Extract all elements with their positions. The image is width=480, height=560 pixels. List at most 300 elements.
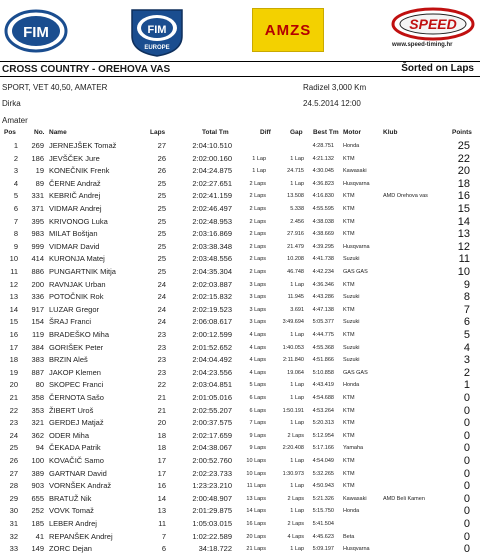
cell-points: 5 <box>463 329 470 341</box>
cell-laps: 7 <box>161 531 166 541</box>
table-row <box>0 165 480 177</box>
cell-best: 4:36.346 <box>312 281 334 288</box>
cell-name: LEBER Andrej <box>49 519 97 528</box>
cell-gap: 1 Lap <box>290 281 304 288</box>
cell-motor: KTM <box>343 193 355 200</box>
cell-motor: Beta <box>343 533 355 540</box>
cell-laps: 21 <box>157 405 166 415</box>
dirka-label: Dirka <box>2 99 21 108</box>
cell-laps: 25 <box>157 216 166 226</box>
cell-pos: 33 <box>9 544 18 554</box>
cell-total: 2:00:48.907 <box>192 493 232 503</box>
cell-motor: KTM <box>343 155 355 162</box>
cell-gap: 2 Laps <box>287 495 304 502</box>
cell-points: 4 <box>463 341 470 354</box>
cell-total: 2:00:37.575 <box>192 418 232 428</box>
cell-name: VOVK Tomaž <box>49 506 94 516</box>
cell-name: LUZAR Gregor <box>49 304 100 314</box>
cell-laps: 25 <box>157 254 166 264</box>
cell-laps: 17 <box>157 456 166 465</box>
cell-diff: 3 Laps <box>249 281 266 288</box>
cell-laps: 25 <box>157 241 166 251</box>
cell-pos: 1 <box>13 141 18 150</box>
cell-gap: 2:11.840 <box>282 357 304 364</box>
cell-points: 20 <box>457 165 470 178</box>
cell-no: 269 <box>31 141 44 150</box>
cell-no: 917 <box>31 304 44 314</box>
cell-name: ČERNOTA Sašo <box>49 393 104 402</box>
cell-pos: 26 <box>9 456 18 465</box>
cell-gap: 46.748 <box>287 269 304 275</box>
cell-best: 4:54.688 <box>312 395 334 401</box>
table-row <box>0 329 480 341</box>
cell-pos: 32 <box>9 531 18 541</box>
cell-best: 4:43.286 <box>312 294 334 301</box>
cell-diff: 1 Lap <box>252 168 266 175</box>
fim-europe-logo <box>124 6 190 58</box>
cell-motor: KTM <box>343 407 355 414</box>
cell-diff: 3 Laps <box>249 294 266 301</box>
cell-gap: 4 Laps <box>287 533 304 540</box>
col-points: Points <box>452 129 472 136</box>
table-row <box>0 392 480 404</box>
cell-name: BRZIN Aleš <box>49 355 88 365</box>
cell-points: 0 <box>463 455 470 467</box>
cell-name: ZORC Dejan <box>49 544 92 554</box>
cell-laps: 23 <box>157 367 166 377</box>
cell-pos: 17 <box>9 342 18 352</box>
cell-points: 0 <box>463 392 470 404</box>
cell-diff: 9 Laps <box>249 445 266 452</box>
sort-label: Šorted on Laps <box>401 63 474 74</box>
cell-best: 4:42.234 <box>312 269 334 275</box>
cell-points: 10 <box>457 266 470 278</box>
cell-total: 2:03:38.348 <box>192 241 232 251</box>
cell-gap: 27.916 <box>287 231 304 238</box>
table-row <box>0 379 480 391</box>
cell-name: BRADEŠKO Miha <box>49 330 110 339</box>
cell-motor: KTM <box>343 218 355 225</box>
cell-points: 0 <box>463 429 470 442</box>
cell-points: 22 <box>457 152 470 165</box>
cell-laps: 20 <box>157 418 166 428</box>
cell-no: 331 <box>31 191 44 201</box>
cell-best: 4:21.132 <box>312 155 334 162</box>
cell-points: 0 <box>463 505 470 518</box>
page-title: CROSS COUNTRY - OREHOVA VAS <box>2 64 171 75</box>
cell-name: VORNŠEK Andraž <box>49 481 112 491</box>
col-name: Name <box>49 129 67 136</box>
cell-best: 5:12.954 <box>312 432 334 439</box>
cell-gap: 1 Lap <box>290 483 304 490</box>
cell-laps: 25 <box>157 204 166 213</box>
cell-pos: 21 <box>9 393 18 402</box>
cell-diff: 2 Laps <box>249 180 266 187</box>
cell-gap: 1 Lap <box>290 458 304 464</box>
cell-motor: Honda <box>343 382 360 389</box>
cell-gap: 1 Lap <box>290 546 304 553</box>
cell-motor: KTM <box>343 332 355 338</box>
cell-motor: Suzuki <box>343 357 360 364</box>
cell-name: SKOPEC Franci <box>49 380 104 390</box>
cell-laps: 23 <box>157 342 166 352</box>
cell-pos: 16 <box>9 330 18 339</box>
cell-total: 2:04:35.304 <box>192 267 232 276</box>
table-row <box>0 518 480 530</box>
cell-motor: KTM <box>343 281 355 288</box>
cell-diff: 4 Laps <box>249 357 266 364</box>
cell-no: 903 <box>31 481 44 491</box>
cell-no: 336 <box>31 292 44 302</box>
cell-motor: Honda <box>343 143 360 149</box>
cell-gap: 3:49.694 <box>282 319 304 326</box>
cell-no: 353 <box>31 405 44 415</box>
cell-laps: 27 <box>157 141 166 150</box>
cell-best: 4:16.830 <box>312 193 334 200</box>
table-row <box>0 543 480 555</box>
cell-gap: 2 Laps <box>287 432 304 439</box>
cell-total: 2:03:04.851 <box>192 380 232 390</box>
cell-total: 2:02:46.497 <box>192 204 232 213</box>
cell-pos: 8 <box>13 229 18 239</box>
cell-best: 4:43.419 <box>312 382 334 389</box>
cell-laps: 17 <box>157 468 166 478</box>
fim-logo-text: FIM <box>23 24 49 41</box>
cell-no: 100 <box>31 456 44 465</box>
cell-total: 2:03:48.556 <box>192 254 232 264</box>
cell-name: JEVŠČEK Jure <box>49 153 100 163</box>
cell-no: 655 <box>31 493 44 503</box>
fim-europe-subtext: EUROPE <box>144 45 170 51</box>
cell-pos: 15 <box>9 317 18 327</box>
cell-name: MILAT Boštjan <box>49 229 98 239</box>
cell-no: 371 <box>31 204 44 213</box>
cell-total: 2:01:05.016 <box>192 393 232 402</box>
table-row <box>0 216 480 228</box>
cell-motor: GAS GAS <box>343 269 368 275</box>
logo-bar <box>0 0 480 62</box>
cell-total: 2:02:17.659 <box>192 430 232 440</box>
cell-pos: 7 <box>13 216 18 226</box>
cell-gap: 13.508 <box>287 193 304 200</box>
table-row <box>0 190 480 202</box>
cell-total: 2:02:27.651 <box>192 178 232 188</box>
amzs-logo-text: AMZS <box>264 22 312 39</box>
cell-diff: 10 Laps <box>246 470 266 477</box>
cell-total: 2:03:16.869 <box>192 229 232 239</box>
cell-gap: 1 Lap <box>290 395 304 401</box>
cell-no: 886 <box>31 267 44 276</box>
cell-points: 0 <box>463 492 470 505</box>
cell-name: VIDMAR Andrej <box>49 204 102 213</box>
cell-best: 4:28.751 <box>312 143 334 149</box>
cell-name: KEBRIČ Andrej <box>49 191 101 201</box>
cell-total: 2:06:08.617 <box>192 317 232 327</box>
category-label: Amater <box>2 116 28 125</box>
cell-pos: 28 <box>9 481 18 491</box>
cell-gap: 1 Lap <box>290 420 304 427</box>
cell-laps: 22 <box>157 380 166 390</box>
cell-laps: 25 <box>157 178 166 188</box>
cell-no: 252 <box>31 506 44 516</box>
cell-points: 1 <box>463 379 470 392</box>
header-divider-top <box>0 61 480 62</box>
cell-diff: 2 Laps <box>249 243 266 250</box>
cell-pos: 13 <box>9 292 18 302</box>
table-row <box>0 493 480 505</box>
cell-total: 2:02:00.160 <box>192 153 232 163</box>
cell-best: 5:05.377 <box>312 319 334 326</box>
cell-total: 2:02:03.887 <box>192 279 232 289</box>
cell-pos: 27 <box>9 468 18 478</box>
cell-laps: 11 <box>158 519 166 528</box>
cell-name: BRATUŽ Nik <box>49 493 92 503</box>
cell-diff: 4 Laps <box>249 332 266 338</box>
cell-gap: 2:20.408 <box>282 445 304 452</box>
cell-diff: 4 Laps <box>249 344 266 351</box>
cell-laps: 24 <box>157 304 166 314</box>
cell-diff: 9 Laps <box>249 432 266 439</box>
cell-points: 15 <box>457 203 470 215</box>
cell-total: 2:02:41.159 <box>192 191 232 201</box>
cell-total: 1:23:23.210 <box>192 481 232 491</box>
cell-no: 41 <box>35 531 44 541</box>
cell-pos: 14 <box>9 304 18 314</box>
cell-pos: 2 <box>13 153 18 163</box>
cell-best: 4:30.045 <box>312 168 334 175</box>
cell-gap: 1 Lap <box>290 180 304 187</box>
cell-diff: 3 Laps <box>249 306 266 313</box>
cell-pos: 20 <box>9 380 18 390</box>
cell-total: 2:02:55.207 <box>192 405 232 415</box>
cell-best: 4:55.595 <box>312 206 334 212</box>
cell-gap: 1:30.973 <box>282 470 304 477</box>
cell-name: KURONJA Matej <box>49 254 105 264</box>
cell-motor: GAS GAS <box>343 369 368 376</box>
cell-laps: 25 <box>157 267 166 276</box>
cell-best: 4:45.623 <box>312 533 334 540</box>
cell-motor: KTM <box>343 395 355 401</box>
cell-best: 4:47.138 <box>312 306 334 313</box>
cell-pos: 22 <box>9 405 18 415</box>
cell-diff: 6 Laps <box>249 395 266 401</box>
cell-name: POTOČNIK Rok <box>49 292 104 302</box>
cell-diff: 11 Laps <box>246 483 266 490</box>
cell-points: 0 <box>463 404 470 417</box>
cell-best: 5:32.265 <box>312 470 334 477</box>
table-row <box>0 253 480 265</box>
cell-name: GORIŠEK Peter <box>49 342 104 352</box>
col-motor: Motor <box>343 129 362 136</box>
cell-gap: 3.691 <box>290 306 304 313</box>
cell-pos: 24 <box>9 430 18 440</box>
cell-no: 414 <box>31 254 44 264</box>
cell-diff: 6 Laps <box>249 407 266 414</box>
cell-diff: 2 Laps <box>249 193 266 200</box>
cell-pos: 3 <box>13 166 18 176</box>
cell-points: 7 <box>463 303 470 316</box>
cell-pos: 30 <box>9 506 18 516</box>
cell-diff: 2 Laps <box>249 256 266 263</box>
cell-pos: 12 <box>9 279 18 289</box>
cell-name: KONEČNIK Frenk <box>49 166 110 176</box>
cell-total: 2:00:12.599 <box>192 330 232 339</box>
cell-gap: 24.715 <box>287 168 304 175</box>
cell-motor: Yamaha <box>343 445 364 452</box>
cell-pos: 29 <box>9 493 18 503</box>
cell-no: 149 <box>31 544 44 554</box>
cell-no: 389 <box>31 468 44 478</box>
cell-points: 11 <box>458 253 470 266</box>
distance-label: Radizel 3,000 Km <box>303 83 367 92</box>
col-gap: Gap <box>290 129 303 136</box>
cell-laps: 25 <box>157 191 166 201</box>
table-row <box>0 468 480 480</box>
cell-points: 0 <box>463 467 470 480</box>
cell-laps: 18 <box>157 430 166 440</box>
cell-gap: 1 Lap <box>290 382 304 389</box>
speed-url: www.speed-timing.hr <box>392 42 453 48</box>
cell-total: 2:01:29.875 <box>192 506 232 516</box>
cell-diff: 4 Laps <box>249 369 266 376</box>
cell-laps: 26 <box>157 166 166 176</box>
cell-laps: 25 <box>157 229 166 239</box>
cell-best: 4:38.669 <box>312 231 334 238</box>
cell-points: 0 <box>463 480 470 493</box>
cell-name: ŠRAJ Franci <box>49 317 92 327</box>
cell-motor: Suzuki <box>343 319 360 326</box>
cell-motor: Kawasaki <box>343 168 367 175</box>
cell-name: GERDEJ Matjaž <box>49 418 104 428</box>
table-row <box>0 367 480 379</box>
cell-pos: 5 <box>13 191 18 201</box>
cell-gap: 1 Lap <box>290 155 304 162</box>
cell-points: 16 <box>457 190 470 203</box>
cell-gap: 21.479 <box>287 243 304 250</box>
cell-gap: 2.456 <box>290 218 304 225</box>
cell-gap: 2 Laps <box>287 521 304 527</box>
cell-pos: 19 <box>9 367 18 377</box>
cell-name: KOVAČIČ Samo <box>49 456 104 465</box>
cell-pos: 10 <box>9 254 18 264</box>
table-row <box>0 480 480 492</box>
cell-best: 5:21.326 <box>312 495 334 502</box>
cell-points: 2 <box>463 366 470 379</box>
cell-no: 200 <box>31 279 44 289</box>
cell-gap: 10.208 <box>287 256 304 263</box>
cell-motor: KTM <box>343 420 355 427</box>
cell-total: 34:18.722 <box>198 544 232 554</box>
cell-motor: KTM <box>343 483 355 490</box>
table-row <box>0 342 480 354</box>
cell-best: 5:17.166 <box>312 445 334 452</box>
cell-laps: 18 <box>157 443 166 453</box>
cell-best: 5:20.313 <box>312 420 334 427</box>
cell-name: ODER Miha <box>49 430 90 440</box>
speed-logo-text: SPEED <box>409 16 457 32</box>
table-row <box>0 430 480 442</box>
table-row <box>0 178 480 190</box>
cell-no: 362 <box>31 430 44 440</box>
col-diff: Diff <box>260 129 271 136</box>
cell-best: 4:44.775 <box>312 332 334 338</box>
cell-gap: 1:50.191 <box>282 407 304 414</box>
cell-points: 12 <box>457 240 470 253</box>
cell-name: GARTNAR David <box>49 468 107 478</box>
cell-motor: KTM <box>343 206 355 212</box>
cell-total: 2:02:48.953 <box>192 216 232 226</box>
cell-pos: 31 <box>9 519 18 528</box>
cell-motor: Husqvarna <box>343 546 370 553</box>
cell-best: 4:51.866 <box>312 357 334 364</box>
cell-best: 5:09.197 <box>312 546 334 553</box>
cell-name: RAVNJAK Urban <box>49 279 106 289</box>
cell-total: 1:05:03.015 <box>192 519 232 528</box>
cell-total: 2:00:52.760 <box>192 456 232 465</box>
cell-no: 89 <box>35 178 44 188</box>
table-row <box>0 304 480 316</box>
cell-points: 3 <box>463 354 470 367</box>
cell-motor: Husqvarna <box>343 243 370 250</box>
cell-best: 4:36.823 <box>312 180 334 187</box>
cell-gap: 19.064 <box>287 369 304 376</box>
cell-motor: KTM <box>343 306 355 313</box>
table-row <box>0 316 480 328</box>
cell-no: 358 <box>31 393 44 402</box>
cell-no: 185 <box>31 519 44 528</box>
cell-diff: 2 Laps <box>249 269 266 275</box>
cell-no: 80 <box>35 380 44 390</box>
cell-laps: 23 <box>157 330 166 339</box>
cell-motor: KTM <box>343 231 355 238</box>
header-divider-bottom <box>0 76 480 77</box>
cell-best: 4:50.943 <box>312 483 334 490</box>
col-no: No. <box>34 129 45 136</box>
cell-best: 5:10.858 <box>312 369 334 376</box>
table-row <box>0 228 480 240</box>
cell-points: 8 <box>463 291 470 304</box>
cell-best: 4:54.049 <box>312 458 334 464</box>
cell-laps: 24 <box>157 292 166 302</box>
cell-points: 6 <box>463 316 470 329</box>
col-pos: Pos <box>4 129 16 136</box>
table-row <box>0 354 480 366</box>
cell-total: 2:04:23.556 <box>192 367 232 377</box>
cell-diff: 13 Laps <box>246 495 266 502</box>
cell-gap: 5.338 <box>290 206 304 212</box>
cell-best: 5:15.750 <box>312 508 334 515</box>
cell-name: PUNGARTNIK Mitja <box>49 267 116 276</box>
cell-pos: 11 <box>10 267 18 276</box>
cell-best: 4:53.264 <box>312 407 334 414</box>
cell-diff: 10 Laps <box>246 458 266 464</box>
cell-points: 0 <box>463 543 470 556</box>
cell-no: 19 <box>35 166 44 176</box>
cell-no: 186 <box>31 153 44 163</box>
cell-gap: 1:40.053 <box>282 344 304 351</box>
cell-best: 5:41.504 <box>312 521 334 527</box>
col-best: Best Tm <box>313 129 339 136</box>
cell-pos: 4 <box>13 178 18 188</box>
col-total: Total Tm <box>202 129 229 136</box>
cell-klub: AMD Orehova vas <box>383 193 428 200</box>
cell-gap: 1 Lap <box>290 508 304 515</box>
cell-best: 4:55.368 <box>312 344 334 351</box>
table-row <box>0 279 480 291</box>
cell-diff: 7 Laps <box>249 420 266 427</box>
cell-laps: 24 <box>157 317 166 327</box>
cell-name: JAKOP Klemen <box>49 367 101 377</box>
